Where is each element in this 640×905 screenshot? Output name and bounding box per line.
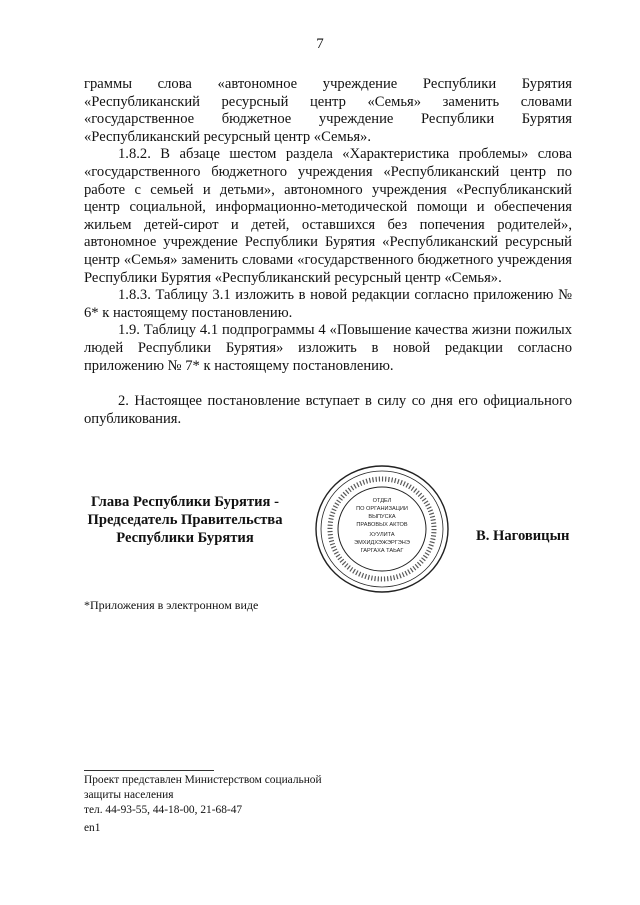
footer [84, 773, 384, 818]
document-code: en1 [84, 822, 101, 834]
signatory-title-line: Председатель Правительства [87, 512, 283, 528]
official-seal [312, 462, 452, 596]
document-body [84, 76, 572, 428]
paragraph-continuation: граммы слова «автономное учреждение Республики Бурятия «Республиканский ресурсный центр «Семья» заменить словами «государственное бюджетное учреждение Республики Бурятия «Республиканский ресурсный центр «Семья». [84, 76, 572, 145]
signatory-title-line: Глава Республики Бурятия - [91, 494, 279, 510]
paragraph-1-8-2: 1.8.2. В абзаце шестом раздела «Характеристика проблемы» слова «государственного бюджетного учреждения «Республиканский центр по работе с семьей и детьми», автономного учреждения «Республиканский центр социальной, информационно-методической помощи и обеспечения жильем детей-сирот и детей, оставшихся без попечения родителей», автономное учреждение Республики Бурятия «Республиканский ресурсный центр «Семья» заменить словами «государственного бюджетного учреждения Республики Бурятия «Республиканский ресурсный центр «Семья». [84, 146, 572, 286]
signatory-name: В. Наговицын [476, 528, 570, 544]
footer-line: тел. 44-93-55, 44-18-00, 21-68-47 [84, 804, 243, 816]
stamp-text-line: ВЫПУСКА [368, 514, 396, 520]
footer-line: Проект представлен Министерством социальной [84, 774, 322, 786]
stamp-text-line: ЭМХИДХЭЖЭРГЭНЭ [354, 540, 410, 546]
signatory-title-line: Республики Бурятия [116, 530, 254, 546]
stamp-text-line: ОТДЕЛ [372, 498, 392, 504]
signatory-title [80, 493, 290, 547]
stamp-text-line: ХУУЛИТА [369, 532, 395, 538]
stamp-text-line: ПО ОРГАНИЗАЦИИ [356, 506, 408, 512]
paragraph-1-8-3: 1.8.3. Таблицу 3.1 изложить в новой редакции согласно приложению № 6* к настоящему постановлению. [84, 287, 572, 321]
paragraph-2: 2. Настоящее постановление вступает в силу со дня его официального опубликования. [84, 393, 572, 427]
stamp-text-line: ПРАВОВЫХ АКТОВ [356, 522, 408, 528]
appendix-note: *Приложения в электронном виде [84, 598, 259, 612]
stamp-text-line: ГАРГАХА ТАЬАГ [360, 548, 404, 554]
footer-divider [84, 770, 214, 771]
page-number: 7 [316, 36, 324, 52]
paragraph-1-9: 1.9. Таблицу 4.1 подпрограммы 4 «Повышение качества жизни пожилых людей Республики Бурятия» изложить в новой редакции согласно приложению № 7* к настоящему постановлению. [84, 322, 572, 374]
footer-line: защиты населения [84, 789, 174, 801]
